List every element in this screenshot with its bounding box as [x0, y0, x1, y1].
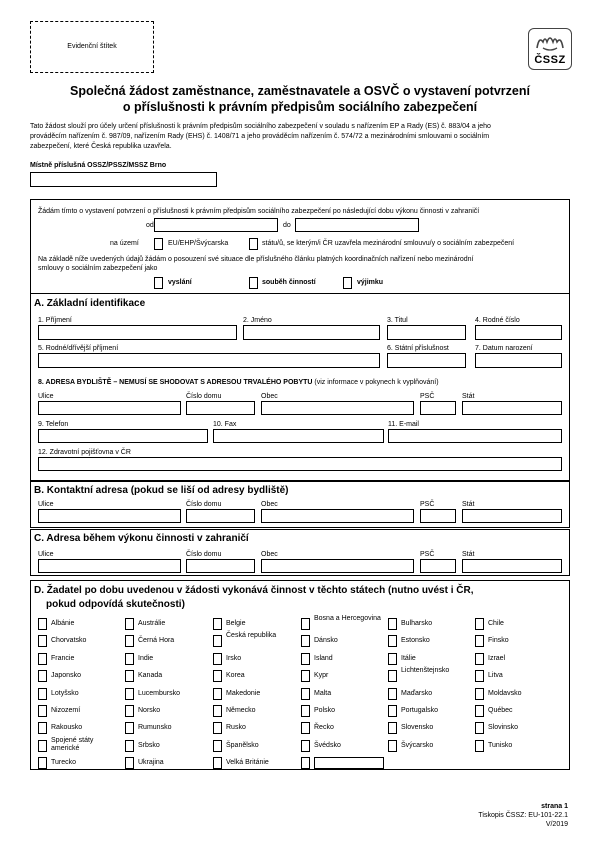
country-input[interactable]: [462, 401, 562, 415]
country-checkbox[interactable]: [388, 635, 397, 647]
country-checkbox[interactable]: [213, 618, 222, 630]
country-label: Moldavsko: [488, 689, 522, 697]
country-label: Chile: [488, 620, 504, 627]
citizenship-label: 6. Státní příslušnost: [387, 345, 449, 352]
section-a-title: A. Základní identifikace: [34, 298, 146, 309]
section-d-title-line-2: pokud odpovídá skutečnosti): [46, 599, 185, 610]
country-checkbox[interactable]: [388, 740, 397, 752]
address-heading: [38, 379, 439, 386]
country-label: Lotyšsko: [51, 689, 79, 697]
country-checkbox[interactable]: [125, 705, 134, 717]
country-checkbox[interactable]: [125, 757, 134, 769]
address-note: (viz informace v pokynech k vyplňování): [314, 379, 439, 386]
b-country-label: Stát: [462, 501, 475, 508]
b-street-input[interactable]: [38, 509, 181, 523]
country-label: Québec: [488, 707, 513, 714]
first-name-input[interactable]: [243, 325, 380, 340]
address-heading-text: 8. ADRESA BYDLIŠTĚ – NEMUSÍ SE SHODOVAT S ADRESOU TRVALÉHO POBYTU: [38, 379, 313, 386]
to-date-input[interactable]: [295, 218, 419, 232]
country-checkbox[interactable]: [475, 653, 484, 665]
page-title: [30, 83, 570, 115]
country-checkbox[interactable]: [38, 757, 47, 769]
street-input[interactable]: [38, 401, 181, 415]
intro-line-1: Tato žádost slouží pro účely určení příslušnosti k právním předpisům sociálního zabezpečení v souladu s nařízením EP a Rady (ES) č. 883/04 a jeho: [30, 123, 491, 130]
insurer-label: 12. Zdravotní pojišťovna v ČR: [38, 449, 131, 456]
country-checkbox[interactable]: [213, 653, 222, 665]
country-label: Rusko: [226, 724, 246, 732]
country-label: Lucembursko: [138, 689, 181, 697]
c-municipality-label: Obec: [261, 551, 278, 558]
country-label: Estonsko: [401, 637, 430, 645]
b-postcode-input[interactable]: [420, 509, 456, 523]
degree-label: 3. Titul: [387, 317, 408, 324]
b-street-label: Ulice: [38, 501, 54, 508]
country-checkbox[interactable]: [38, 740, 47, 752]
birth-date-input[interactable]: [475, 353, 562, 368]
country-label: Tunisko: [488, 741, 513, 749]
b-municipality-label: Obec: [261, 501, 278, 508]
country-label: Makedonie: [226, 689, 261, 697]
country-checkbox[interactable]: [475, 670, 484, 682]
section-d-title: [34, 584, 474, 612]
b-house-no-label: Číslo domu: [186, 501, 222, 508]
intro-line-3: zabezpečení, které Česká republika uzavřela.: [30, 143, 172, 150]
municipality-label: Obec: [261, 393, 278, 400]
country-label: Indie: [138, 654, 154, 662]
country-checkbox[interactable]: [301, 705, 310, 717]
c-country-input[interactable]: [462, 559, 562, 573]
country-label: Malta: [314, 689, 332, 697]
email-input[interactable]: [388, 429, 562, 443]
c-house-no-label: Číslo domu: [186, 551, 222, 558]
title-line-2: o příslušnosti k právním předpisům sociálního zabezpečení: [122, 100, 478, 114]
section-c-title: C. Adresa během výkonu činnosti v zahraničí: [34, 533, 249, 544]
country-checkbox[interactable]: [38, 635, 47, 647]
country-label: Slovensko: [401, 724, 434, 732]
country-label: Norsko: [138, 707, 161, 714]
country-checkbox[interactable]: [38, 705, 47, 717]
country-checkbox[interactable]: [388, 618, 397, 630]
country-label: Ukrajina: [138, 759, 164, 767]
country-checkbox[interactable]: [301, 670, 310, 682]
country-checkbox[interactable]: [301, 653, 310, 665]
country-checkbox[interactable]: [125, 653, 134, 665]
intro-line-2: prováděcím nařízením č. 987/09, nařízením Rady (EHS) č. 1408/71 a jeho prováděcím nařízením č. 574/72 a mezinárodními smlouvami o sociálním: [30, 133, 490, 140]
c-postcode-input[interactable]: [420, 559, 456, 573]
country-checkbox[interactable]: [125, 688, 134, 700]
country-checkbox[interactable]: [301, 635, 310, 647]
posting-label: vyslání: [168, 279, 192, 286]
country-checkbox[interactable]: [38, 653, 47, 665]
country-checkbox[interactable]: [213, 722, 222, 734]
country-checkbox[interactable]: [213, 635, 222, 647]
country-label: Rumunsko: [138, 724, 172, 732]
insurer-input[interactable]: [38, 457, 562, 471]
country-checkbox[interactable]: [475, 705, 484, 717]
country-label: Řecko: [314, 724, 334, 732]
country-checkbox[interactable]: [475, 722, 484, 734]
country-checkbox[interactable]: [475, 635, 484, 647]
country-checkbox[interactable]: [475, 740, 484, 752]
country-label: Turecko: [51, 759, 77, 767]
country-label: Litva: [488, 672, 503, 680]
country-label: Dánsko: [314, 637, 338, 645]
fax-label: 10. Fax: [213, 421, 237, 428]
from-label: od: [146, 222, 154, 229]
ossz-input[interactable]: [30, 172, 217, 187]
first-name-label: 2. Jméno: [243, 317, 272, 324]
form-code: Tiskopis ČSSZ: EU-101-22.1: [478, 812, 568, 819]
municipality-input[interactable]: [261, 401, 414, 415]
intro-text: [30, 122, 570, 152]
country-label: Velká Británie: [226, 759, 269, 767]
b-postcode-label: PSČ: [420, 501, 435, 508]
other-country-input[interactable]: [314, 757, 384, 769]
country-label: Slovinsko: [488, 724, 518, 732]
country-checkbox[interactable]: [301, 722, 310, 734]
citizenship-input[interactable]: [387, 353, 466, 368]
birth-date-label: 7. Datum narození: [475, 345, 533, 352]
country-checkbox[interactable]: [475, 618, 484, 630]
country-checkbox[interactable]: [388, 705, 397, 717]
birth-surname-label: 5. Rodné/dřívější příjmení: [38, 345, 119, 352]
birth-number-input[interactable]: [475, 325, 562, 340]
country-label: Švýcarsko: [401, 741, 434, 749]
country-label: Stát: [462, 393, 475, 400]
exception-label: výjimku: [357, 279, 384, 286]
country-label: Belgie: [226, 620, 246, 627]
country-label: Kypr: [314, 672, 329, 680]
eu-label: EU/EHP/Švýcarska: [168, 240, 229, 247]
country-label: Rakousko: [51, 724, 83, 732]
country-checkbox[interactable]: [213, 688, 222, 700]
evidence-stamp-label: Evidenční štítek: [67, 43, 117, 50]
postcode-input[interactable]: [420, 401, 456, 415]
surname-input[interactable]: [38, 325, 237, 340]
c-house-no-input[interactable]: [186, 559, 255, 573]
country-label: Španělsko: [226, 741, 259, 749]
country-label: Česká republika: [226, 632, 277, 640]
country-label: Bosna a Hercegovina: [314, 615, 381, 622]
evidence-stamp-box: [30, 21, 154, 73]
b-country-input[interactable]: [462, 509, 562, 523]
posting-checkbox[interactable]: [154, 277, 163, 289]
country-checkbox[interactable]: [301, 740, 310, 752]
page-number: strana 1: [541, 803, 568, 810]
degree-input[interactable]: [387, 325, 466, 340]
country-checkbox[interactable]: [213, 670, 222, 682]
country-checkbox[interactable]: [388, 653, 397, 665]
email-label: 11. E-mail: [388, 421, 419, 428]
country-checkbox[interactable]: [213, 705, 222, 717]
country-label: Austrálie: [138, 620, 166, 627]
country-label: Korea: [226, 672, 245, 680]
b-house-no-input[interactable]: [186, 509, 255, 523]
country-label: Albánie: [51, 620, 75, 627]
country-checkbox[interactable]: [301, 757, 310, 769]
country-checkbox[interactable]: [475, 688, 484, 700]
country-label: Švédsko: [314, 741, 341, 749]
country-checkbox[interactable]: [388, 670, 397, 682]
section-d-title-line-1: D. Žadatel po dobu uvedenou v žádosti vykonává činnost v těchto státech (nutno uvést i ČR,: [34, 585, 474, 596]
surname-label: 1. Příjmení: [38, 317, 72, 324]
street-label: Ulice: [38, 393, 54, 400]
birth-surname-input[interactable]: [38, 353, 380, 368]
country-checkbox[interactable]: [125, 635, 134, 647]
country-label: Polsko: [314, 707, 336, 714]
section-b-title: B. Kontaktní adresa (pokud se liší od adresy bydliště): [34, 485, 289, 496]
house-no-label: Číslo domu: [186, 393, 222, 400]
country-checkbox[interactable]: [125, 740, 134, 752]
fax-input[interactable]: [213, 429, 384, 443]
country-label: Itálie: [401, 654, 416, 662]
country-label: Finsko: [488, 637, 509, 645]
logo-text: ČSSZ: [534, 54, 566, 66]
phone-input[interactable]: [38, 429, 208, 443]
from-date-input[interactable]: [154, 218, 278, 232]
c-country-label: Stát: [462, 551, 475, 558]
footer: [478, 802, 568, 829]
country-label: Izrael: [488, 654, 506, 662]
ossz-label: Místně příslušná OSSZ/PSSZ/MSSZ Brno: [30, 162, 167, 169]
country-label: Chorvatsko: [51, 637, 87, 645]
c-postcode-label: PSČ: [420, 551, 435, 558]
country-label: Spojené státy americké: [51, 736, 94, 752]
country-label: Francie: [51, 654, 75, 662]
country-checkbox[interactable]: [38, 618, 47, 630]
country-checkbox[interactable]: [38, 670, 47, 682]
exception-checkbox[interactable]: [343, 277, 352, 289]
c-street-label: Ulice: [38, 551, 54, 558]
country-checkbox[interactable]: [388, 688, 397, 700]
country-label: Srbsko: [138, 741, 160, 749]
basis-line-1: Na základě níže uvedených údajů žádám o posouzení své situace dle příslušného článku platných koordinačních nařízení nebo mezinárodní: [38, 256, 474, 263]
country-label: Japonsko: [51, 672, 81, 680]
cssz-logo: [528, 28, 572, 70]
country-checkbox[interactable]: [213, 757, 222, 769]
country-label: Německo: [226, 707, 256, 714]
treaty-state-label: státu/ů, se kterým/i ČR uzavřela mezinárodní smlouvu/y o sociálním zabezpečení: [262, 240, 515, 247]
basis-line-2: smlouvy o sociálním zabezpečení jako: [38, 265, 158, 272]
country-checkbox[interactable]: [38, 722, 47, 734]
country-label: Irsko: [226, 654, 242, 662]
country-label: Maďarsko: [401, 689, 433, 697]
phone-label: 9. Telefon: [38, 421, 69, 428]
eu-checkbox[interactable]: [154, 238, 163, 250]
territory-label: na území: [110, 240, 139, 247]
postcode-label: PSČ: [420, 393, 435, 400]
country-checkbox[interactable]: [388, 722, 397, 734]
birth-number-label: 4. Rodné číslo: [475, 317, 520, 324]
form-version: V/2019: [545, 821, 568, 828]
request-line: Žádám tímto o vystavení potvrzení o příslušnosti k právním předpisům sociálního zabezpečení po následující dobu výkonu činnosti v zahraničí: [38, 208, 480, 215]
country-checkbox[interactable]: [301, 618, 310, 630]
country-label: Nizozemí: [51, 707, 81, 714]
country-label: Bulharsko: [401, 620, 433, 627]
country-label: Portugalsko: [401, 707, 438, 714]
c-municipality-input[interactable]: [261, 559, 414, 573]
country-checkbox[interactable]: [125, 618, 134, 630]
to-label: do: [283, 222, 291, 229]
country-checkbox[interactable]: [301, 688, 310, 700]
treaty-state-checkbox[interactable]: [249, 238, 258, 250]
country-label: Kanada: [138, 672, 163, 680]
concurrent-label: souběh činností: [262, 279, 316, 286]
section-b-divider: [30, 481, 570, 482]
cssz-swirl-logo-icon: [529, 32, 571, 54]
country-label: Černá Hora: [138, 637, 175, 645]
country-label: Lichtenštejnsko: [401, 667, 450, 675]
title-line-1: Společná žádost zaměstnance, zaměstnavatele a OSVČ o vystavení potvrzení: [70, 84, 530, 98]
country-checkbox[interactable]: [125, 722, 134, 734]
c-street-input[interactable]: [38, 559, 181, 573]
house-no-input[interactable]: [186, 401, 255, 415]
concurrent-checkbox[interactable]: [249, 277, 258, 289]
country-checkbox[interactable]: [213, 740, 222, 752]
country-checkbox[interactable]: [125, 670, 134, 682]
country-label: Island: [314, 654, 333, 662]
country-checkbox[interactable]: [38, 688, 47, 700]
b-municipality-input[interactable]: [261, 509, 414, 523]
